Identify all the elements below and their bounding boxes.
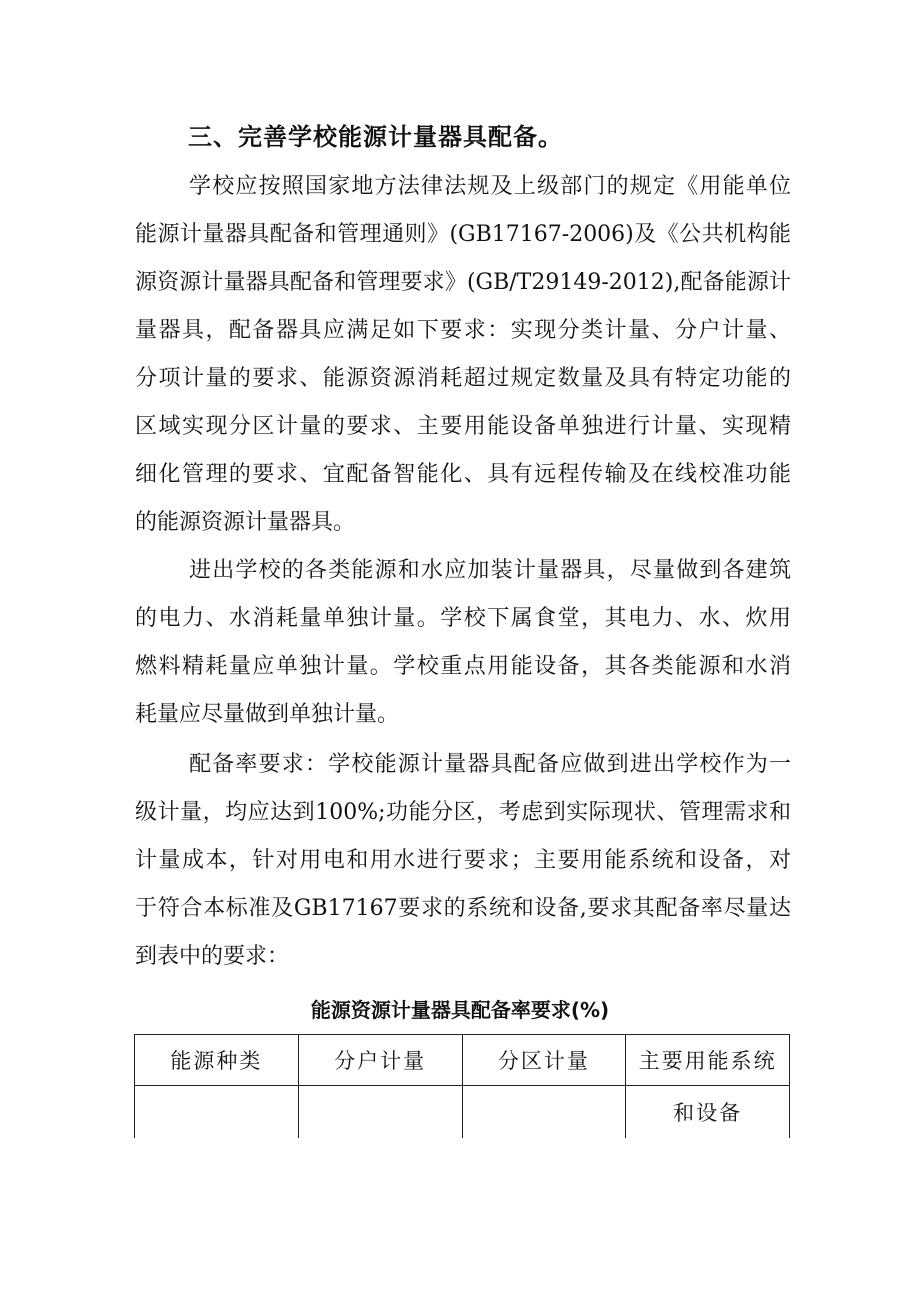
metering-ratio-table [134, 1034, 790, 1138]
paragraph-line: 耗量应尽量做到单独计量。 [135, 702, 400, 727]
table-cell [298, 1086, 462, 1139]
header-main-energy-systems: 主要用能系统 [626, 1035, 790, 1086]
paragraph-line: 进出学校的各类能源和水应加装计量器具，尽量做到各建筑 [189, 558, 791, 583]
paragraph-line: 细化管理的要求、宜配备智能化、具有远程传输及在线校准功能 [135, 462, 791, 487]
paragraph-line: 源资源计量器具配备和管理要求》(GB/T29149-2012),配备能源计 [135, 270, 791, 295]
paragraph-line: 到表中的要求： [135, 944, 290, 969]
paragraph-line: 分项计量的要求、能源资源消耗超过规定数量及具有特定功能的 [135, 366, 791, 391]
paragraph-line: 配备率要求：学校能源计量器具配备应做到进出学校作为一 [189, 752, 791, 777]
section-heading: 三、完善学校能源计量器具配备。 [188, 123, 563, 151]
table-title: 能源资源计量器具配备率要求(%) [310, 998, 610, 1022]
header-energy-type: 能源种类 [135, 1035, 299, 1086]
paragraph-line: 燃料精耗量应单独计量。学校重点用能设备，其各类能源和水消 [135, 654, 791, 679]
paragraph-line: 学校应按照国家地方法律法规及上级部门的规定《用能单位 [189, 174, 791, 199]
table-row [135, 1086, 790, 1139]
table-header-row [135, 1035, 790, 1086]
header-zone-metering: 分区计量 [462, 1035, 626, 1086]
paragraph-line: 量器具，配备器具应满足如下要求：实现分类计量、分户计量、 [135, 318, 791, 343]
paragraph-line: 的电力、水消耗量单独计量。学校下属食堂，其电力、水、炊用 [135, 606, 791, 631]
table-cell [135, 1086, 299, 1139]
header-household-metering: 分户计量 [298, 1035, 462, 1086]
paragraph-line: 的能源资源计量器具。 [135, 510, 356, 535]
paragraph-line: 级计量，均应达到100%;功能分区，考虑到实际现状、管理需求和 [135, 800, 791, 825]
paragraph-line: 于符合本标准及GB17167要求的系统和设备,要求其配备率尽量达 [135, 896, 791, 921]
paragraph-line: 区域实现分区计量的要求、主要用能设备单独进行计量、实现精 [135, 414, 791, 439]
paragraph-line: 计量成本，针对用电和用水进行要求；主要用能系统和设备，对 [135, 848, 791, 873]
table-cell [462, 1086, 626, 1139]
table-cell: 和设备 [626, 1086, 790, 1139]
paragraph-line: 能源计量器具配备和管理通则》(GB17167-2006)及《公共机构能 [135, 222, 791, 247]
